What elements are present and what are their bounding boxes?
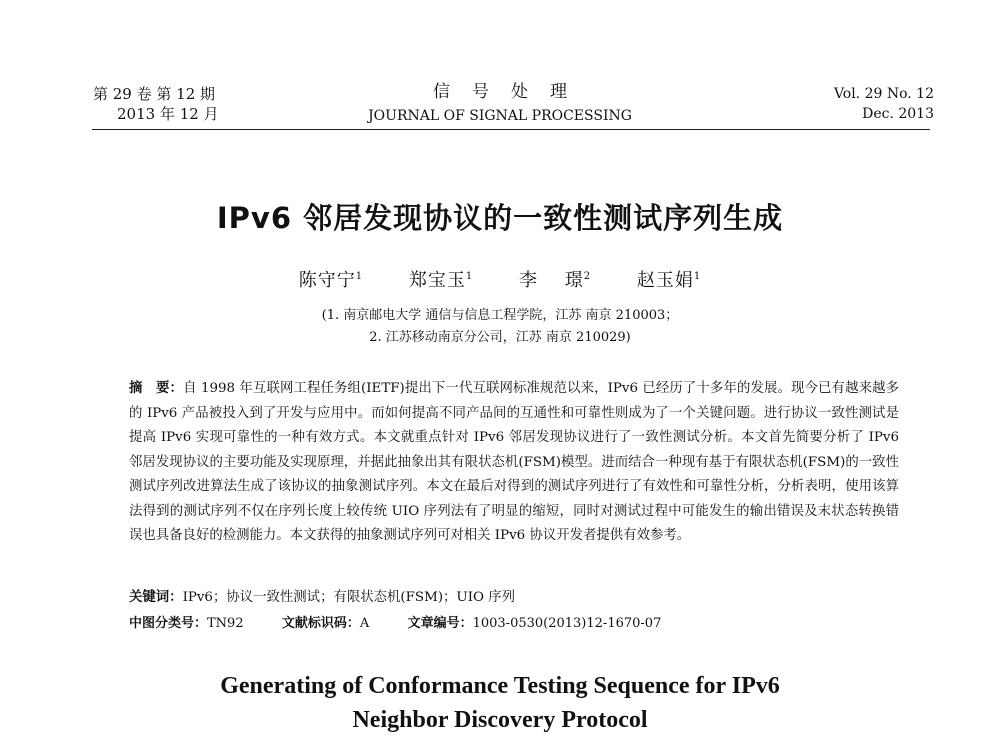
journal-name-en: JOURNAL OF SIGNAL PROCESSING	[368, 108, 632, 124]
paper-title: IPv6 邻居发现协议的一致性测试序列生成	[216, 201, 784, 235]
author: 赵玉娟$^1$	[636, 270, 702, 291]
english-title-line-2: Neighbor Discovery Protocol	[352, 707, 648, 733]
english-title	[0, 669, 1000, 737]
keywords-text: IPv6；协议一致性测试；有限状态机(FSM)；UIO 序列	[182, 590, 516, 605]
clc-value: TN92	[207, 616, 244, 631]
doc-code-value: A	[359, 616, 370, 631]
header-rule	[92, 129, 930, 130]
date-en: Dec. 2013	[862, 106, 934, 122]
author-list	[0, 266, 1000, 292]
abstract	[129, 377, 899, 549]
author: 陈守宁$^1$	[298, 270, 364, 291]
classification-line	[129, 612, 661, 631]
abstract-text: 自 1998 年互联网工程任务组(IETF)提出下一代互联网标准规范以来，IPv6 已经历了十多年的发展。现今已有越来越多的 IPv6 产品被投入到了开发与应用中。而如何提高不同产品间的互通性和可靠性则成为了一个关键问题。进行协议一致性测试是提高 IPv6 实现可靠性的一种有效方式。本文就重点针对 IPv6 邻居发现协议进行了一致性测试分析。本文首先简要分析了 IPv6 邻居发现协议的主要功能及实现原理，并据此抽象出其有限状态机(FSM)模型。进而结合一种现有基于有限状态机(FSM)的一致性测试序列改进算法生成了该协议的抽象测试序列。本文在最后对得到的测试序列进行了有效性和可靠性分析，分析表明，使用该算法得到的测试序列不仅在序列长度上较传统 UIO 序列法有了明显的缩短，同时对测试过程中可能发生的输出错误及末状态转换错误也具备良好的检测能力。本文获得的抽象测试序列可对相关 IPv6 协议开发者提供有效参考。	[129, 381, 900, 543]
abstract-label: 摘 要：	[129, 381, 184, 396]
journal-volume-en	[834, 84, 934, 124]
journal-name-cn: 信号处理	[433, 82, 589, 102]
keywords	[129, 586, 515, 605]
author: 李 璟$^2$	[519, 270, 592, 291]
date-cn: 2013 年 12 月	[117, 105, 219, 123]
affiliation-1: (1. 南京邮电大学 通信与信息工程学院，江苏 南京 210003；	[321, 308, 679, 323]
author: 郑宝玉$^1$	[408, 270, 474, 291]
article-number-label: 文章编号：	[407, 616, 473, 631]
volume-issue-cn: 第 29 卷 第 12 期	[93, 85, 216, 103]
english-title-line-1: Generating of Conformance Testing Sequence for IPv6	[220, 673, 780, 699]
volume-issue-en: Vol. 29 No. 12	[833, 86, 934, 102]
doc-code-label: 文献标识码：	[281, 616, 360, 631]
keywords-label: 关键词：	[129, 590, 183, 605]
article-number-value: 1003-0530(2013)12-1670-07	[472, 616, 662, 631]
affiliation-2: 2. 江苏移动南京分公司，江苏 南京 210029)	[369, 330, 631, 345]
clc-label: 中图分类号：	[129, 616, 208, 631]
